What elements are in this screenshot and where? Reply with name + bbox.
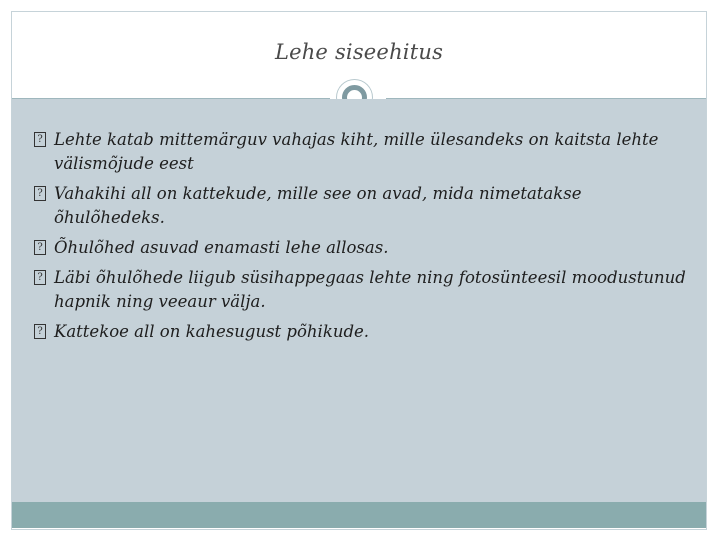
bullet-item bbox=[34, 182, 694, 230]
bullet-item bbox=[34, 128, 694, 176]
bullet-item bbox=[34, 266, 694, 314]
content-area bbox=[12, 99, 706, 502]
slide-title: Lehe siseehitus bbox=[274, 40, 444, 64]
bullet-text: Õhulõhed asuvad enamasti lehe allosas. bbox=[54, 238, 389, 257]
bullet-marker-icon: ? bbox=[34, 240, 46, 255]
bullet-marker-icon: ? bbox=[34, 270, 46, 285]
bullet-marker-icon: ? bbox=[34, 132, 46, 147]
bullet-text: Kattekoe all on kahesugust põhikude. bbox=[54, 322, 370, 341]
footer-bar bbox=[12, 502, 706, 528]
bullet-list bbox=[34, 128, 694, 350]
bullet-text: Lehte katab mittemärguv vahajas kiht, mille ülesandeks on kaitsta lehte välismõjude eest bbox=[54, 130, 659, 173]
bullet-text: Läbi õhulõhede liigub süsihappegaas lehte ning fotosünteesil moodustunud hapnik ning veeaur välja. bbox=[54, 268, 686, 311]
bullet-item bbox=[34, 320, 694, 344]
bullet-text: Vahakihi all on kattekude, mille see on avad, mida nimetatakse õhulõhedeks. bbox=[54, 184, 582, 227]
bullet-marker-icon: ? bbox=[34, 186, 46, 201]
bullet-marker-icon: ? bbox=[34, 324, 46, 339]
bullet-item bbox=[34, 236, 694, 260]
